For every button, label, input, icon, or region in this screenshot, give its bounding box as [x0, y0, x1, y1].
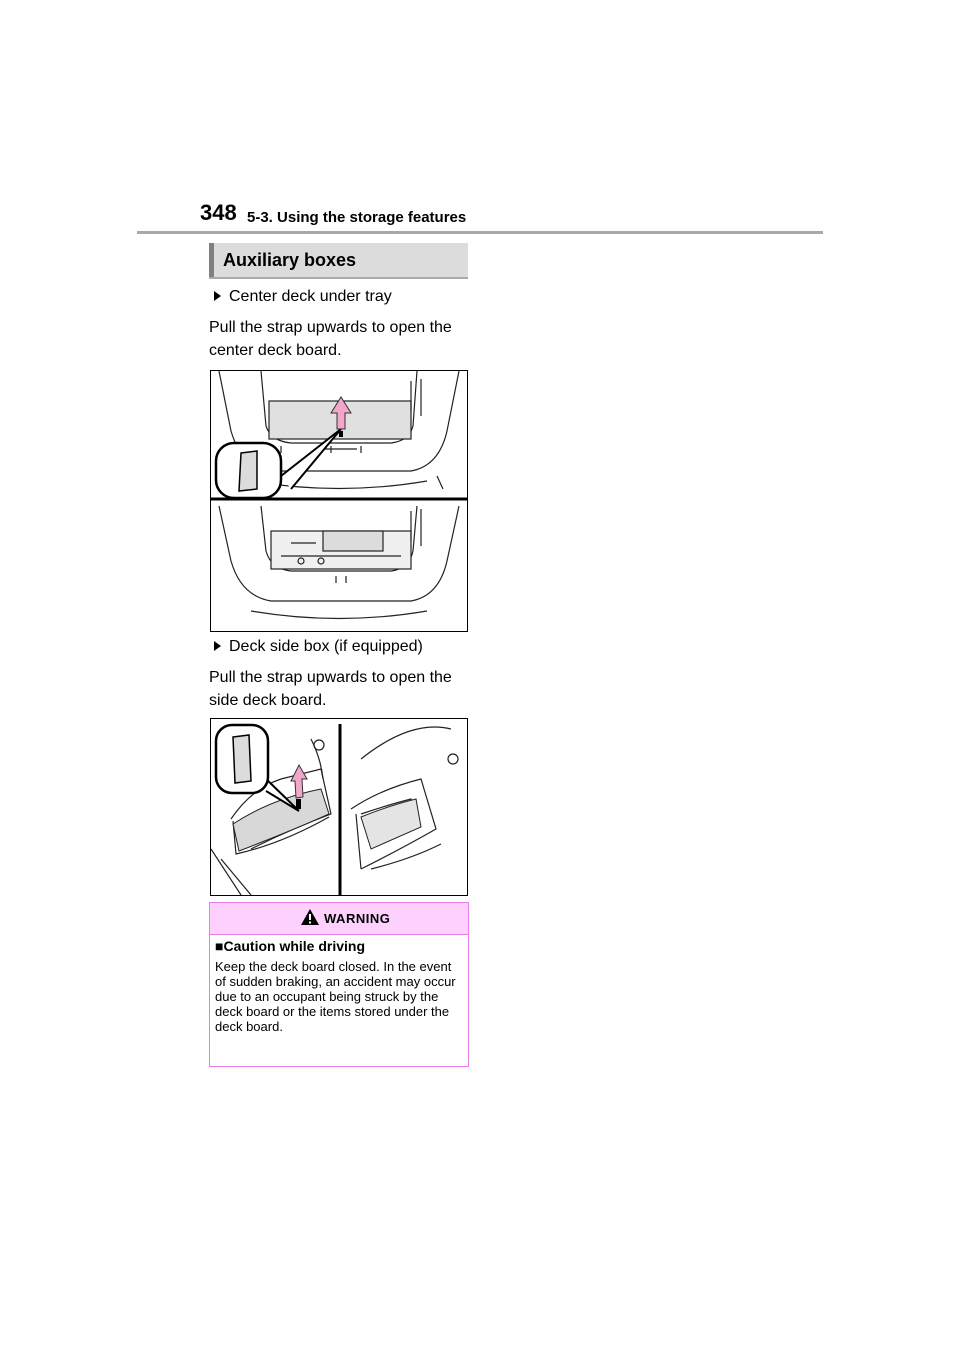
center-deck-illustration — [211, 371, 467, 631]
instruction-text-1: Pull the strap upwards to open the center deck board. — [209, 319, 452, 359]
section-title: 5-3. Using the storage features — [247, 209, 467, 226]
page-number: 348 — [200, 200, 237, 225]
figure-side-box — [210, 718, 468, 896]
side-box-illustration — [211, 719, 467, 895]
warning-label: WARNING — [324, 911, 391, 926]
instruction-text-2: Pull the strap upwards to open the side deck board. — [209, 669, 452, 709]
bullet-label: Deck side box (if equipped) — [229, 638, 423, 655]
heading-accent — [209, 243, 214, 277]
header-divider — [137, 231, 823, 234]
bullet-center-deck — [214, 288, 392, 306]
bullet-side-box — [214, 638, 423, 656]
heading-bar — [209, 243, 468, 279]
bullet-triangle-icon — [214, 291, 221, 301]
warning-header — [210, 903, 468, 935]
bullet-triangle-icon — [214, 641, 221, 651]
bullet-label: Center deck under tray — [229, 288, 392, 305]
figure-center-deck — [210, 370, 468, 632]
warning-triangle-icon — [300, 908, 320, 926]
warning-title: ■Caution while driving — [215, 938, 366, 954]
heading-title: Auxiliary boxes — [223, 250, 357, 270]
warning-body: Keep the deck board closed. In the event of sudden braking, an accident may occur due to an occupant being struck by the deck board or the items stored under the deck board. — [215, 959, 456, 1034]
warning-box — [209, 902, 469, 1067]
